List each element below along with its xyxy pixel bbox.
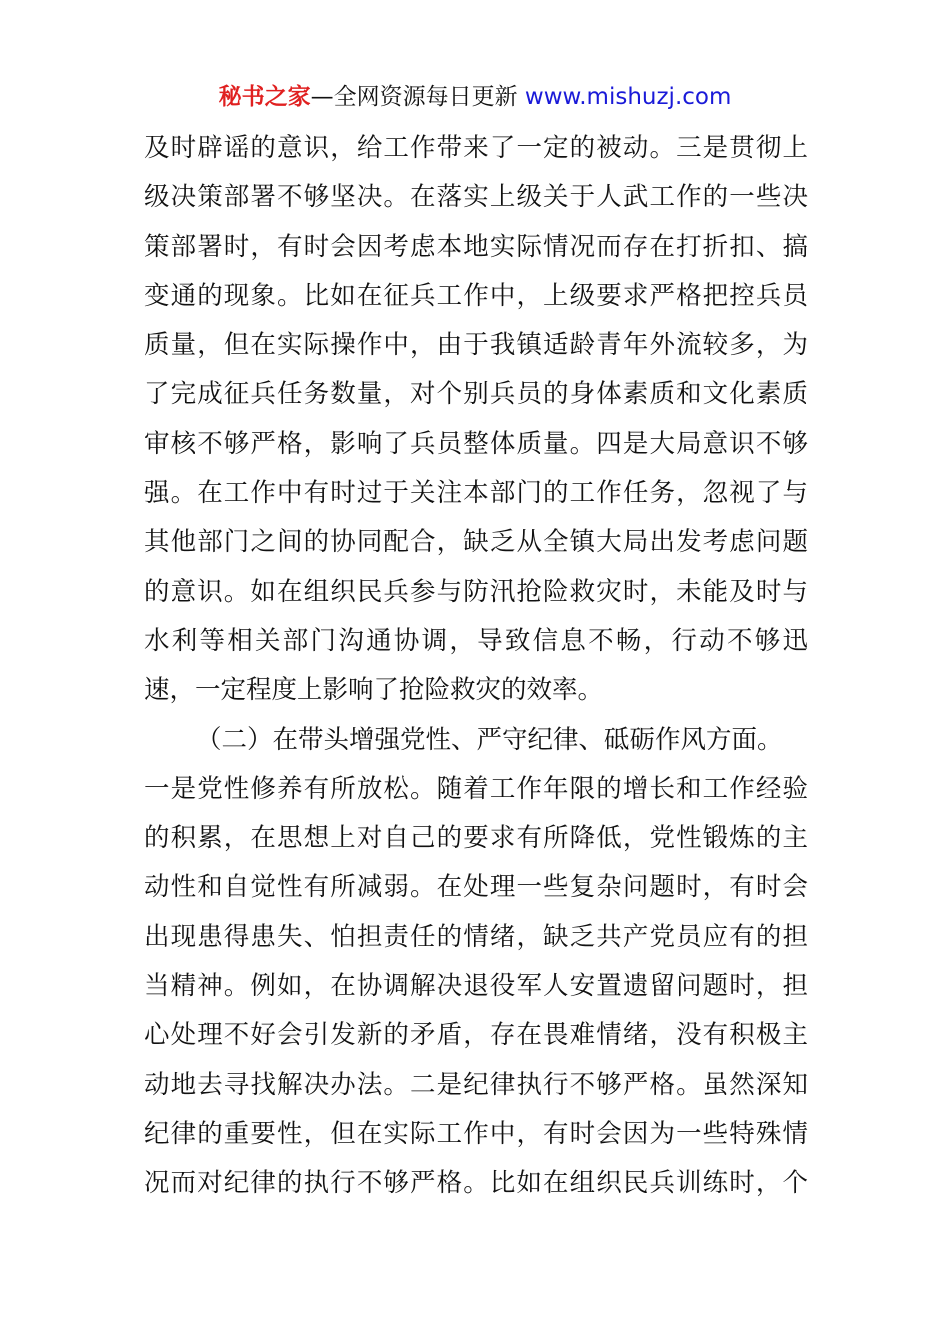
section-heading: （二）在带头增强党性、严守纪律、砥砺作风方面。	[196, 724, 783, 755]
text-line: 速，一定程度上影响了抢险救灾的效率。	[144, 675, 604, 706]
text-line: 动地去寻找解决办法。二是纪律执行不够严格。虽然深知	[144, 1069, 808, 1100]
site-header	[0, 80, 950, 114]
text-line: 当精神。例如，在协调解决退役军人安置遗留问题时，担	[144, 971, 808, 1002]
text-line: 及时辟谣的意识，给工作带来了一定的被动。三是贯彻上	[144, 133, 808, 163]
text-line: 强。在工作中有时过于关注本部门的工作任务，忽视了与	[144, 478, 808, 509]
text-line: 一是党性修养有所放松。随着工作年限的增长和工作经验	[144, 773, 808, 804]
text-line: 出现患得患失、怕担责任的情绪，缺乏共产党员应有的担	[144, 921, 808, 952]
text-line: 况而对纪律的执行不够严格。比如在组织民兵训练时，个	[144, 1168, 808, 1199]
text-line: 的意识。如在组织民兵参与防汛抢险救灾时，未能及时与	[144, 576, 808, 607]
text-line: 质量，但在实际操作中，由于我镇适龄青年外流较多，为	[144, 330, 808, 361]
site-tagline: —全网资源每日更新	[310, 84, 525, 110]
text-line: 纪律的重要性，但在实际工作中，有时会因为一些特殊情	[144, 1118, 808, 1149]
text-line: 策部署时，有时会因考虑本地实际情况而存在打折扣、搞	[144, 231, 808, 262]
text-line: 了完成征兵任务数量，对个别兵员的身体素质和文化素质	[144, 379, 808, 410]
text-line: 审核不够严格，影响了兵员整体质量。四是大局意识不够	[144, 428, 808, 459]
text-line: 的积累，在思想上对自己的要求有所降低，党性锻炼的主	[144, 823, 808, 854]
site-brand: 秘书之家	[218, 84, 311, 110]
text-line: 动性和自觉性有所减弱。在处理一些复杂问题时，有时会	[144, 872, 808, 903]
text-line: 水利等相关部门沟通协调，导致信息不畅，行动不够迅	[144, 625, 808, 656]
text-line: 级决策部署不够坚决。在落实上级关于人武工作的一些决	[144, 182, 808, 213]
document-body	[144, 124, 808, 1209]
site-url[interactable]: www.mishuzj.com	[524, 84, 732, 110]
text-line: 其他部门之间的协同配合，缺乏从全镇大局出发考虑问题	[144, 527, 808, 558]
text-line: 心处理不好会引发新的矛盾，存在畏难情绪，没有积极主	[144, 1020, 808, 1051]
text-line: 变通的现象。比如在征兵工作中，上级要求严格把控兵员	[144, 280, 808, 311]
